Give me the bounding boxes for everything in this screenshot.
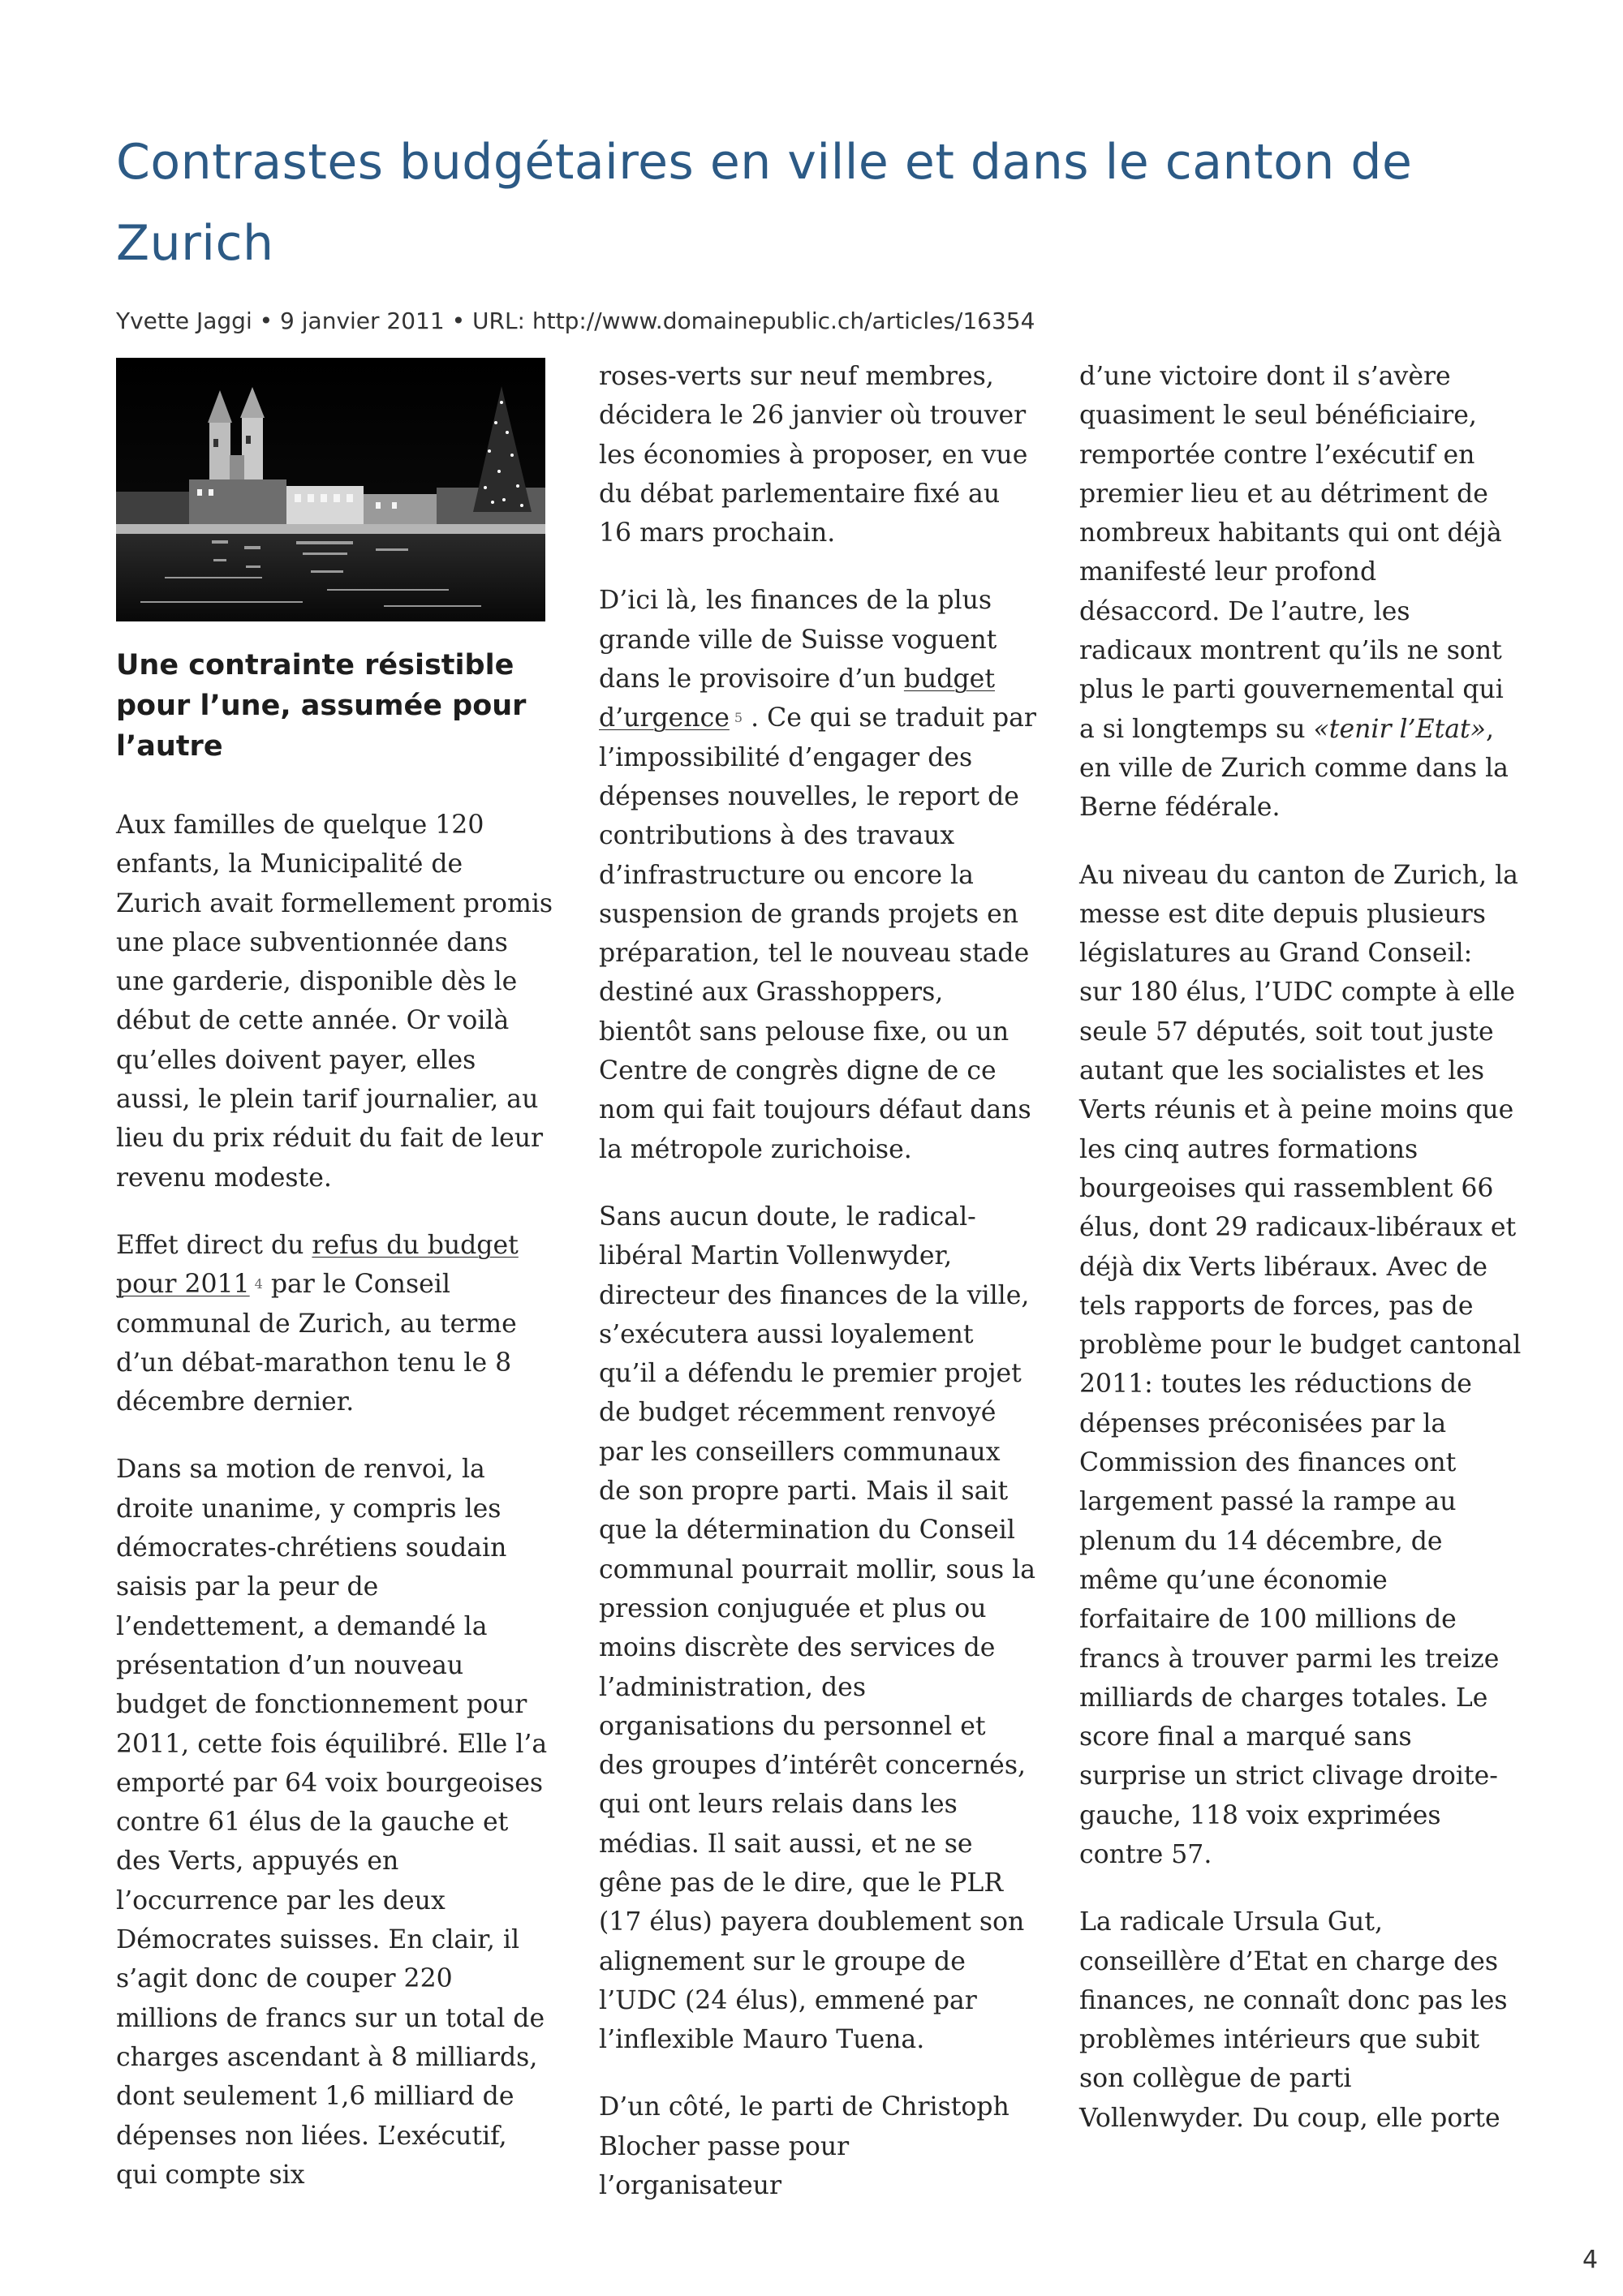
quote-tenir-etat: «tenir l’Etat» [1313, 714, 1486, 744]
paragraph-6: Sans aucun doute, le radical-libéral Martin Vollenwyder, directeur des finances de la ville, s’exécutera aussi loyalement qu’il a défendu le premier projet de budget récemment renvoyé par les conseillers communaux de son propre parti. Mais il sait que la détermination du Conseil communal pourrait mollir, sous la pression conjuguée et plus ou moins discrète des services de l’administration, des organisations du personnel et des groupes d’intérêt concernés, qui ont leurs relais dans les médias. Il sait aussi, et ne se gêne pas de le dire, que le PLR (17 élus) payera doublement son alignement sur le groupe de l’UDC (24 élus), emmené par l’inflexible Mauro Tuena. [599, 1202, 1035, 2055]
footnote-marker-5: 5 [734, 710, 743, 726]
zurich-night-image [116, 358, 545, 621]
paragraph-1: Aux familles de quelque 120 enfants, la Municipalité de Zurich avait formellement promis une place subventionnée dans une garderie, disponible dès le début de cette année. Or voilà qu’elles doivent payer, elles aussi, le plein tarif journalier, au lieu du prix réduit du fait de leur revenu modeste. [116, 810, 553, 1193]
budget-refusal-link[interactable]: refus du budget pour 2011 [116, 1230, 519, 1300]
paragraph-2 [116, 1226, 554, 1421]
column-1 [116, 645, 554, 2223]
column-3 [1079, 357, 1522, 2166]
paragraph-2-end: par le Conseil communal de Zurich, au terme d’un débat-marathon tenu le 8 décembre dernier. [116, 1270, 517, 1417]
paragraph-9: Au niveau du canton de Zurich, la messe est dite depuis plusieurs législatures au Grand Conseil: sur 180 élus, l’UDC compte à elle seule 57 députés, soit tout juste autant que les socialistes et les Verts réunis et à peine moins que les cinq autres formations bourgeoises qui rassemblent 66 élus, dont 29 radicaux-libéraux et déjà dix Verts libéraux. Avec de tels rapports de forces, pas de problème pour le budget cantonal 2011: toutes les réductions de dépenses préconisées par la Commission des finances ont largement passé la rampe au plenum du 14 décembre, de même qu’une économie forfaitaire de 100 millions de francs à trouver parmi les treize milliards de charges totales. Le score final a marqué sans surprise un strict clivage droite-gauche, 118 voix exprimées contre 57. [1079, 860, 1522, 1869]
article-byline: Yvette Jaggi • 9 janvier 2011 • URL: http://www.domainepublic.ch/articles/16354 [116, 307, 1035, 334]
paragraph-7: D’un côté, le parti de Christoph Blocher passe pour l’organisateur [599, 2092, 1010, 2201]
footnote-marker-4: 4 [254, 1276, 263, 1292]
section-subhead: Une contrainte résistible pour l’une, assumée pour l’autre [116, 649, 527, 763]
paragraph-2-start: Effet direct du [116, 1230, 312, 1260]
page-number: 4 [1582, 2246, 1599, 2274]
paragraph-10: La radicale Ursula Gut, conseillère d’Etat en charge des finances, ne connaît donc pas les problèmes intérieurs que subit son collègue de parti Vollenwyder. Du coup, elle porte [1079, 1907, 1508, 2133]
zurich-night-photo [116, 358, 545, 621]
paragraph-5-start: D’ici là, les finances de la plus grande ville de Suisse voguent dans le provisoire d’un [599, 586, 997, 694]
paragraph-5 [599, 581, 1037, 1168]
paragraph-8-end: , en ville de Zurich comme dans la Berne fédérale. [1079, 714, 1509, 823]
paragraph-3: Dans sa motion de renvoi, la droite unanime, y compris les démocrates-chrétiens soudain saisis par la peur de l’endettement, a demandé la présentation d’un nouveau budget de fonctionnement pour 2011, cette fois équilibré. Elle l’a emporté par 64 voix bourgeoises contre 61 élus de la gauche et des Verts, appuyés en l’occurrence par les deux Démocrates suisses. En clair, il s’agit donc de couper 220 millions de francs sur un total de charges ascendant à 8 milliards, dont seulement 1,6 milliard de dépenses non liées. L’exécutif, qui compte six [116, 1455, 548, 2190]
paragraph-4: roses-verts sur neuf membres, décidera le 26 janvier où trouver les économies à proposer, en vue du débat parlementaire fixé au 16 mars prochain. [599, 362, 1028, 548]
article-title: Contrastes budgétaires en ville et dans le canton de Zurich [116, 134, 1413, 272]
paragraph-8 [1079, 357, 1522, 828]
paragraph-5-end: . Ce qui se traduit par l’impossibilité d’engager des dépenses nouvelles, le report de contributions à des travaux d’infrastructure ou encore la suspension de grands projets en préparation, tel le nouveau stade destiné aux Grasshoppers, bientôt sans pelouse fixe, ou un Centre de congrès digne de ce nom qui fait toujours défaut dans la métropole zurichoise. [599, 703, 1036, 1164]
paragraph-8-start: d’une victoire dont il s’avère quasiment le seul bénéficiaire, remportée contre l’exécutif en premier lieu et au détriment de nombreux habitants qui ont déjà manifesté leur profond désaccord. De l’autre, les radicaux montrent qu’ils ne sont plus le parti gouvernemental qui a si longtemps su [1079, 362, 1504, 744]
column-2 [599, 357, 1037, 2234]
emergency-budget-link[interactable]: budget d’urgence [599, 664, 995, 733]
